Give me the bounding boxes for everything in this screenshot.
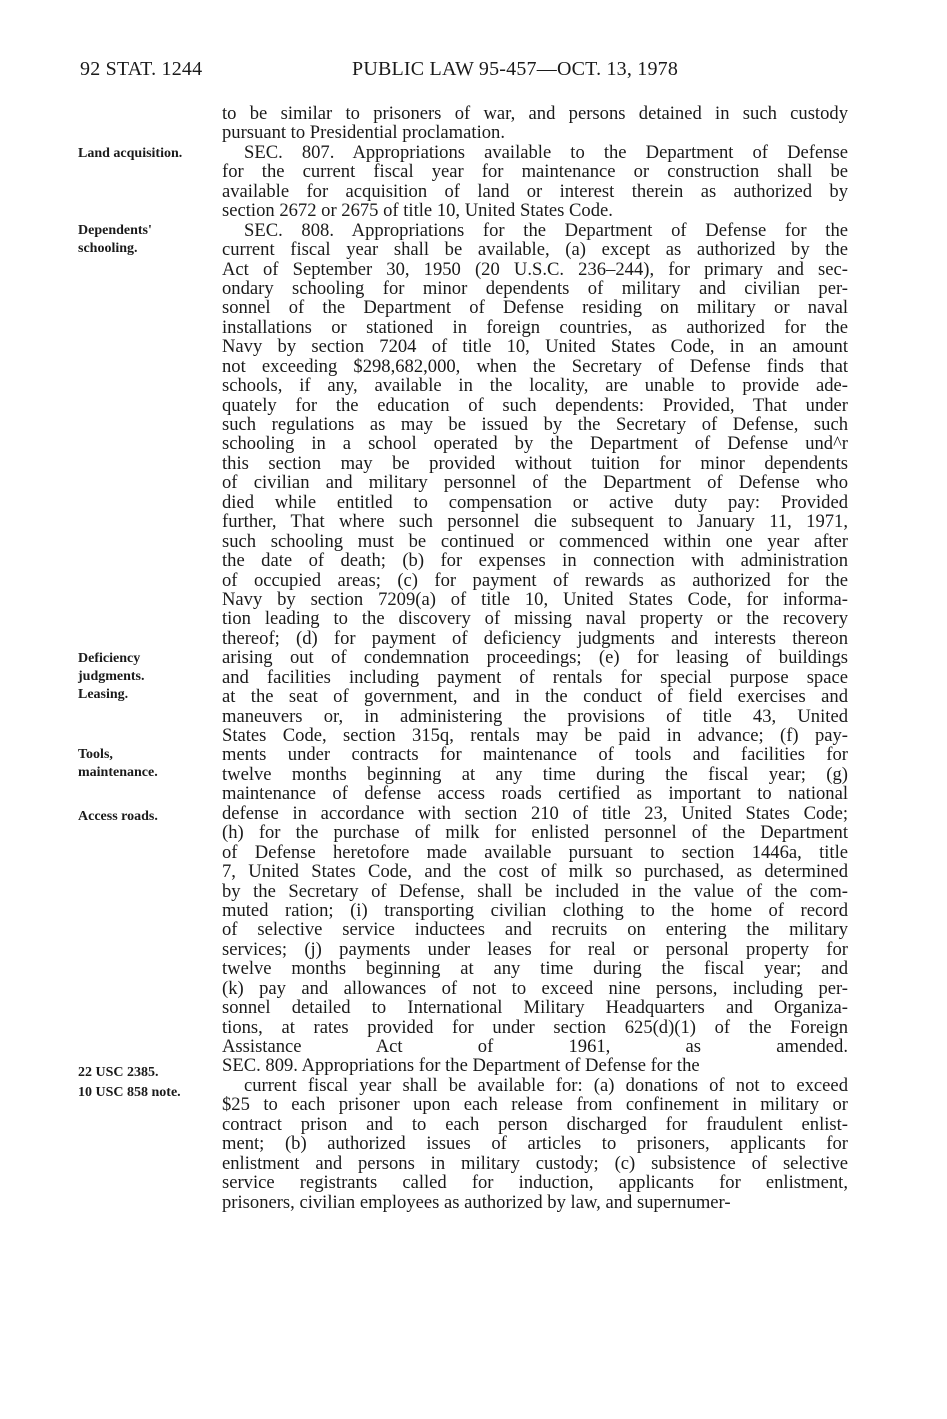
body-line: States Code, section 315q, rentals may be paid in advance; (f) pay- — [222, 725, 848, 746]
body-line: current fiscal year shall be available, (a) except as authorized by the — [222, 239, 848, 261]
body-line: sonnel detailed to International Military Headquarters and Organiza- — [222, 997, 848, 1019]
body-line: 7, United States Code, and the cost of milk so purchased, as determined — [222, 861, 848, 883]
body-line: schools, if any, available in the locality, are unable to provide ade- — [222, 375, 848, 397]
margin-note-dependents: Dependents' — [78, 223, 152, 238]
margin-note-judgments: judgments. — [78, 669, 145, 684]
body-line: twelve months beginning at any time during the fiscal year; and — [222, 958, 848, 980]
body-line: (k) pay and allowances of not to exceed nine persons, including per- — [222, 977, 848, 999]
body-line: pursuant to Presidential proclamation. — [222, 122, 505, 144]
body-line: ments under contracts for maintenance of tools and facilities for — [222, 744, 848, 766]
body-line: arising out of condemnation proceedings; (e) for leasing of buildings — [222, 647, 848, 669]
body-line: maneuvers or, in administering the provisions of title 43, United — [222, 705, 848, 727]
body-line: SEC. 809. Appropriations for the Department of Defense for the — [222, 1055, 700, 1077]
body-line: this section may be provided without tuition for minor dependents — [222, 452, 848, 474]
margin-note-schooling: schooling. — [78, 241, 138, 256]
body-line: SEC. 807. Appropriations available to the Department of Defense — [244, 141, 848, 163]
body-line: thereof; (d) for payment of deficiency judgments and interests thereon — [222, 627, 848, 649]
page-header — [80, 58, 860, 84]
body-line: to be similar to prisoners of war, and persons detained in such custody — [222, 103, 848, 124]
body-line: current fiscal year shall be available for: (a) donations of not to exceed — [244, 1074, 848, 1096]
body-line: service registrants called for induction, applicants for enlistment, — [222, 1172, 848, 1194]
body-line: Navy by section 7204 of title 10, United States Code, in an amount — [222, 336, 848, 358]
body-line: quately for the education of such dependents: Provided, That under — [222, 394, 848, 416]
body-line: Navy by section 7209(a) of title 10, United States Code, for informa- — [222, 588, 848, 610]
body-line: SEC. 808. Appropriations for the Department of Defense for the — [244, 219, 848, 241]
body-line: tion leading to the discovery of missing naval property or the recovery — [222, 608, 848, 630]
body-line: (h) for the purchase of milk for enlisted personnel of the Department — [222, 822, 848, 844]
body-line: and facilities including payment of rentals for special purpose space — [222, 666, 848, 688]
body-line: enlistment and persons in military custody; (c) subsistence of selective — [222, 1152, 848, 1174]
body-line: services; (j) payments under leases for real or personal property for — [222, 938, 848, 960]
public-law-title: PUBLIC LAW 95-457—OCT. 13, 1978 — [352, 58, 679, 80]
body-line: such regulations as may be issued by the Secretary of Defense, such — [222, 414, 848, 435]
body-line: of Defense heretofore made available pursuant to section 1446a, title — [222, 841, 848, 863]
body-line: twelve months beginning at any time during the fiscal year; (g) — [222, 763, 848, 785]
body-line: prisoners, civilian employees as authorized by law, and supernumer- — [222, 1191, 731, 1213]
body-line: available for acquisition of land or interest therein as authorized by — [222, 180, 848, 202]
body-line: schooling in a school operated by the Department of Defense und^r — [222, 433, 848, 455]
body-line: of selective service inductees and recruits on entering the military — [222, 919, 848, 941]
body-line: ondary schooling for minor dependents of military and civilian per- — [222, 277, 848, 299]
margin-note-22-usc-2385: 22 USC 2385. — [78, 1065, 159, 1080]
body-line: such schooling must be continued or commenced within one year after — [222, 530, 848, 552]
body-line: died while entitled to compensation or active duty pay: Provided — [222, 491, 848, 513]
body-line: Act of September 30, 1950 (20 U.S.C. 236–244), for primary and sec- — [222, 258, 848, 280]
margin-note-maintenance: maintenance. — [78, 765, 158, 780]
body-line: of civilian and military personnel of the Department of Defense who — [222, 472, 848, 494]
body-line: sonnel of the Department of Defense residing on military or naval — [222, 297, 848, 319]
body-line: not exceeding $298,682,000, when the Secretary of Defense finds that — [222, 355, 848, 377]
body-line: section 2672 or 2675 of title 10, United States Code. — [222, 200, 613, 222]
body-line: the date of death; (b) for expenses in connection with administration — [222, 550, 848, 572]
body-line: by the Secretary of Defense, shall be included in the value of the com- — [222, 880, 848, 902]
body-line: further, That where such personnel die subsequent to January 11, 1971, — [222, 511, 848, 533]
margin-note-tools: Tools, — [78, 747, 113, 762]
margin-note-deficiency: Deficiency — [78, 651, 141, 666]
body-line: for the current fiscal year for maintenance or construction shall be — [222, 161, 848, 183]
body-line: defense in accordance with section 210 of title 23, United States Code; — [222, 802, 848, 824]
body-line: ment; (b) authorized issues of articles to prisoners, applicants for — [222, 1133, 848, 1155]
body-line: installations or stationed in foreign countries, as authorized for the — [222, 316, 848, 338]
margin-note-access-roads: Access roads. — [78, 809, 158, 824]
margin-note-leasing: Leasing. — [78, 687, 129, 702]
margin-note-10-usc-858: 10 USC 858 note. — [78, 1085, 181, 1100]
body-line: of occupied areas; (c) for payment of rewards as authorized for the — [222, 569, 848, 591]
body-line: contract prison and to each person discharged for fraudulent enlist- — [222, 1113, 848, 1135]
body-line: maintenance of defense access roads certified as important to national — [222, 783, 848, 805]
body-line: Assistance Act of 1961, as amended. — [222, 1036, 848, 1057]
body-text — [222, 104, 848, 1212]
margin-note-land-acquisition: Land acquisition. — [78, 146, 183, 161]
body-line: at the seat of government, and in the conduct of field exercises and — [222, 686, 848, 708]
body-line: tions, at rates provided for under section 625(d)(1) of the Foreign — [222, 1016, 848, 1038]
body-line: muted ration; (i) transporting civilian clothing to the home of record — [222, 899, 848, 921]
body-line: $25 to each prisoner upon each release from confinement in military or — [222, 1094, 848, 1116]
statute-page-number: 92 STAT. 1244 — [80, 58, 203, 80]
